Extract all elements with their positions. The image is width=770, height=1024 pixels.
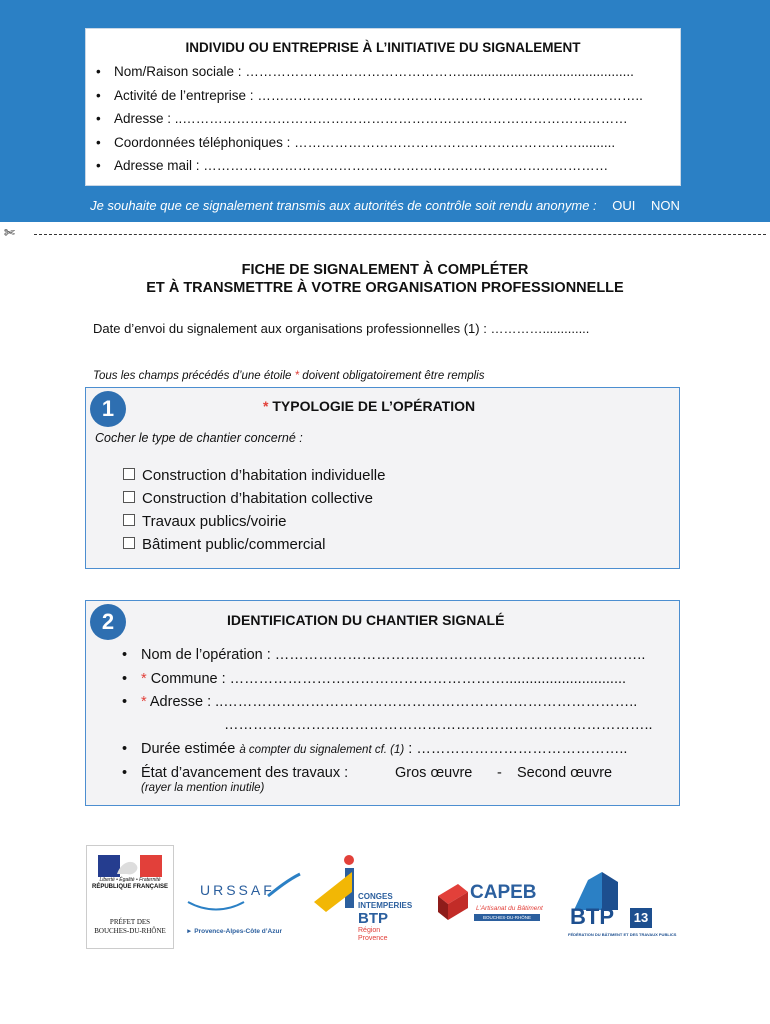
checkbox-collective-housing[interactable]: Construction d’habitation collective bbox=[123, 490, 373, 507]
scissors-icon: ✄ bbox=[4, 225, 15, 240]
initiator-box bbox=[85, 28, 681, 186]
field-activity[interactable]: • Activité de l’entreprise : ………………………………………………………………………….. bbox=[96, 88, 643, 103]
checkbox-icon bbox=[123, 468, 135, 480]
field-commune[interactable]: • * Commune : ………………………………………………….............................. bbox=[122, 671, 627, 687]
conges-intemperies-logo: CONGES INTEMPERIES BTP Région Provence bbox=[312, 852, 422, 952]
anonymity-line bbox=[0, 198, 770, 213]
field-phone[interactable]: • Coordonnées téléphoniques : ……………………………………………………….......... bbox=[96, 135, 616, 150]
checkbox-icon bbox=[123, 514, 135, 526]
prefecture-logo: Liberté • Égalité • Fraternité RÉPUBLIQUE FRANÇAISE PRÉFET DES BOUCHES-DU-RHÔNE bbox=[86, 845, 174, 949]
checkbox-individual-housing[interactable]: Construction d’habitation individuelle bbox=[123, 467, 386, 484]
field-site-address-cont[interactable]: …………………………………………………………………………….. bbox=[224, 717, 653, 733]
btp13-logo: BTP 13 FÉDÉRATION DU BÂTIMENT ET DES TRAVAUX PUBLICS bbox=[568, 872, 680, 942]
progress-separator: - bbox=[497, 765, 502, 781]
checkbox-icon bbox=[123, 491, 135, 503]
section-number-badge: 2 bbox=[90, 604, 126, 640]
field-duration[interactable]: • Durée estimée à compter du signalement cf. (1) : …………………………………….. bbox=[122, 741, 628, 757]
field-company-name[interactable]: • Nom/Raison sociale : ………………………………………….............................................. bbox=[96, 64, 634, 79]
progress-option-structural[interactable]: Gros œuvre bbox=[395, 765, 473, 781]
progress-hint: (rayer la mention inutile) bbox=[141, 782, 265, 794]
form-title-line2: ET À TRANSMETTRE À VOTRE ORGANISATION PROFESSIONNELLE bbox=[146, 280, 624, 296]
capeb-mark-icon bbox=[436, 882, 470, 922]
field-progress: • État d’avancement des travaux : bbox=[122, 765, 349, 781]
required-fields-note: Tous les champs précédés d’une étoile * doivent obligatoirement être remplis bbox=[93, 370, 485, 382]
section-operation-type bbox=[85, 387, 680, 569]
anonymity-question: Je souhaite que ce signalement transmis aux autorités de contrôle soit rendu anonyme : bbox=[90, 198, 597, 213]
section-number-badge: 1 bbox=[90, 391, 126, 427]
urssaf-swoosh-icon bbox=[266, 870, 306, 900]
section-title: IDENTIFICATION DU CHANTIER SIGNALÉ bbox=[227, 612, 505, 628]
field-address[interactable]: • Adresse : ..……………………………………………………………………………………… bbox=[96, 111, 628, 126]
anonymity-yes-option[interactable]: OUI bbox=[612, 198, 636, 213]
anonymity-no-option[interactable]: NON bbox=[651, 198, 680, 213]
checkbox-public-building[interactable]: Bâtiment public/commercial bbox=[123, 536, 325, 553]
section-title: * TYPOLOGIE DE L’OPÉRATION bbox=[263, 398, 476, 414]
urssaf-logo: URSSAF ► Provence-Alpes-Côte d’Azur bbox=[186, 870, 306, 950]
field-operation-name[interactable]: • Nom de l’opération : ………………………………………………………………….. bbox=[122, 647, 646, 663]
progress-option-finishing[interactable]: Second œuvre bbox=[517, 765, 613, 781]
initiator-title: INDIVIDU OU ENTREPRISE À L’INITIATIVE DU SIGNALEMENT bbox=[185, 40, 581, 55]
capeb-logo: CAPEB L’Artisanat du Bâtiment BOUCHES-DU-RHÔNE bbox=[436, 878, 552, 928]
urssaf-arc-icon bbox=[186, 900, 246, 914]
section-site-identification bbox=[85, 600, 680, 806]
cut-line bbox=[0, 225, 770, 240]
send-date-field[interactable]: Date d’envoi du signalement aux organisations professionnelles (1) : …………............. bbox=[93, 321, 590, 336]
section-hint: Cocher le type de chantier concerné : bbox=[95, 431, 303, 445]
field-site-address[interactable]: • * Adresse : ..………………………………………………………………………….. bbox=[122, 694, 638, 710]
checkbox-icon bbox=[123, 537, 135, 549]
dashed-divider bbox=[34, 234, 766, 235]
checkbox-public-works[interactable]: Travaux publics/voirie bbox=[123, 513, 287, 530]
form-title-line1: FICHE DE SIGNALEMENT À COMPLÉTER bbox=[241, 262, 529, 278]
conges-figure-icon bbox=[312, 852, 362, 922]
field-email[interactable]: • Adresse mail : ……………………………………………………………………………… bbox=[96, 158, 609, 173]
